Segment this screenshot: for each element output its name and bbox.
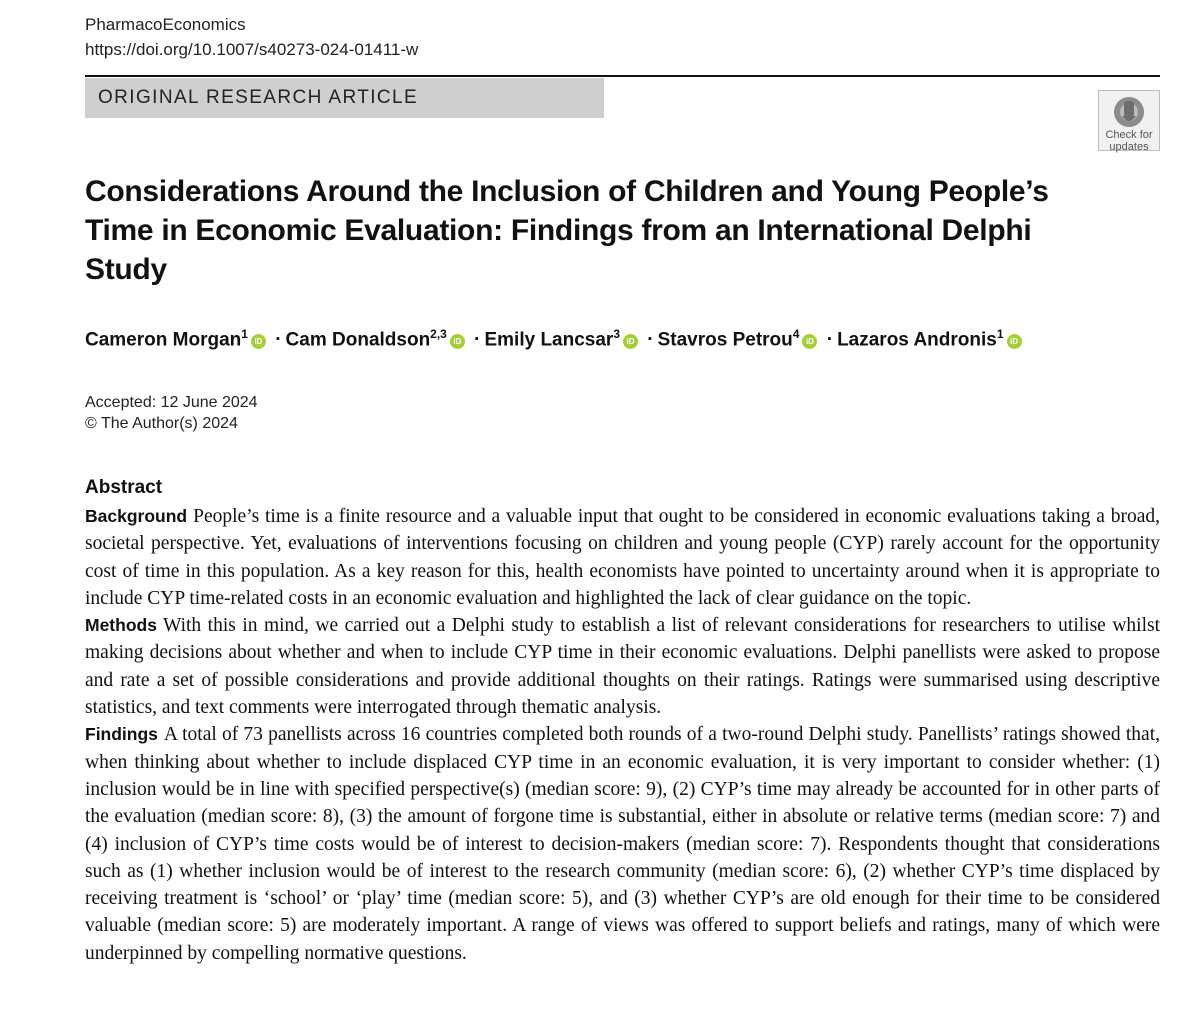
- article-type-banner: ORIGINAL RESEARCH ARTICLE: [85, 78, 604, 118]
- author-affiliation: 1: [241, 327, 248, 341]
- doi-link[interactable]: https://doi.org/10.1007/s40273-024-01411-w: [85, 40, 419, 59]
- section-text: People’s time is a finite resource and a valuable input that ought to be considered in economic evaluations taking a broad, societal perspective. Yet, evaluations of interventions focusing on children and young people (CYP) rarely account for the opportunity cost of time in this population. As a key reason for this, health economists have pointed to uncertainty around when it is appropriate to include CYP time-related costs in an economic evaluation and highlighted the lack of clear guidance on the topic.: [85, 506, 1160, 609]
- section-text: With this in mind, we carried out a Delphi study to establish a list of relevant considerations for researchers to utilise whilst making decisions about whether and when to include CYP time in their economic evaluations. Delphi panellists were asked to propose and rate a set of possible considerations and provide additional thoughts on their ratings. Ratings were summarised using descriptive statistics, and text comments were interrogated through thematic analysis.: [85, 615, 1160, 719]
- section-label: Background: [85, 506, 188, 526]
- author-separator: ·: [647, 329, 654, 351]
- orcid-icon[interactable]: iD: [251, 334, 266, 349]
- author-separator: ·: [275, 329, 282, 351]
- author-affiliation: 4: [792, 327, 800, 341]
- orcid-icon[interactable]: iD: [450, 334, 465, 349]
- author-affiliation: 2,3: [430, 327, 447, 341]
- author-name[interactable]: Cameron Morgan: [85, 329, 242, 351]
- author-separator: ·: [474, 329, 481, 351]
- author-list: [85, 327, 1022, 351]
- author-name[interactable]: Stavros Petrou: [657, 329, 793, 351]
- copyright-notice: © The Author(s) 2024: [85, 415, 238, 432]
- author-affiliation: 1: [996, 327, 1004, 341]
- abstract-heading: Abstract: [85, 477, 163, 498]
- orcid-icon[interactable]: iD: [1007, 334, 1022, 349]
- crossmark-icon: [1112, 95, 1146, 129]
- section-label: Methods: [85, 615, 157, 636]
- check-updates-line1: Check for: [1105, 129, 1153, 141]
- accepted-date: Accepted: 12 June 2024: [85, 394, 258, 411]
- author-name[interactable]: Cam Donaldson: [285, 329, 431, 351]
- author-name[interactable]: Emily Lancsar: [484, 329, 614, 351]
- journal-name: PharmacoEconomics: [85, 15, 246, 34]
- author-name[interactable]: Lazaros Andronis: [837, 329, 997, 351]
- section-label: Findings: [85, 724, 158, 745]
- check-for-updates-button[interactable]: [1098, 90, 1160, 151]
- orcid-icon[interactable]: iD: [802, 334, 817, 349]
- abstract-body: [85, 503, 1160, 967]
- check-updates-line2: updates: [1109, 141, 1149, 153]
- abstract-findings: [85, 721, 1160, 967]
- orcid-icon[interactable]: iD: [623, 334, 638, 349]
- abstract-background: [85, 503, 1160, 612]
- abstract-methods: [85, 612, 1160, 721]
- header-rule: [85, 75, 1160, 77]
- author-separator: ·: [826, 329, 834, 351]
- section-text: A total of 73 panellists across 16 countries completed both rounds of a two-round Delphi study. Panellists’ ratings showed that, when thinking about whether to include displaced CYP time in an economic evaluation, it is very important to consider whether: (1) inclusion would be in line with specified perspective(s) (median score: 9), (2) CYP’s time may already be accounted for in other parts of the evaluation (median score: 8), (3) the amount of forgone time is substantial, either in absolute or relative terms (median score: 7) and (4) inclusion of CYP’s time costs would be of interest to decision-makers (median score: 7). Respondents thought that considerations such as (1) whether inclusion would be of interest to the research community (median score: 6), (2) whether CYP’s time displaced by receiving treatment is ‘school’ or ‘play’ time (median score: 5), and (3) whether CYP’s are old enough for their time to be considered valuable (median score: 5) are moderately important. A range of views was offered to support beliefs and ratings, many of which were underpinned by compelling normative questions.: [85, 724, 1160, 964]
- article-title: Considerations Around the Inclusion of Children and Young People’s Time in Economic Evaluation: Findings from an International Delphi Study: [85, 175, 1049, 286]
- author-affiliation: 3: [613, 327, 620, 341]
